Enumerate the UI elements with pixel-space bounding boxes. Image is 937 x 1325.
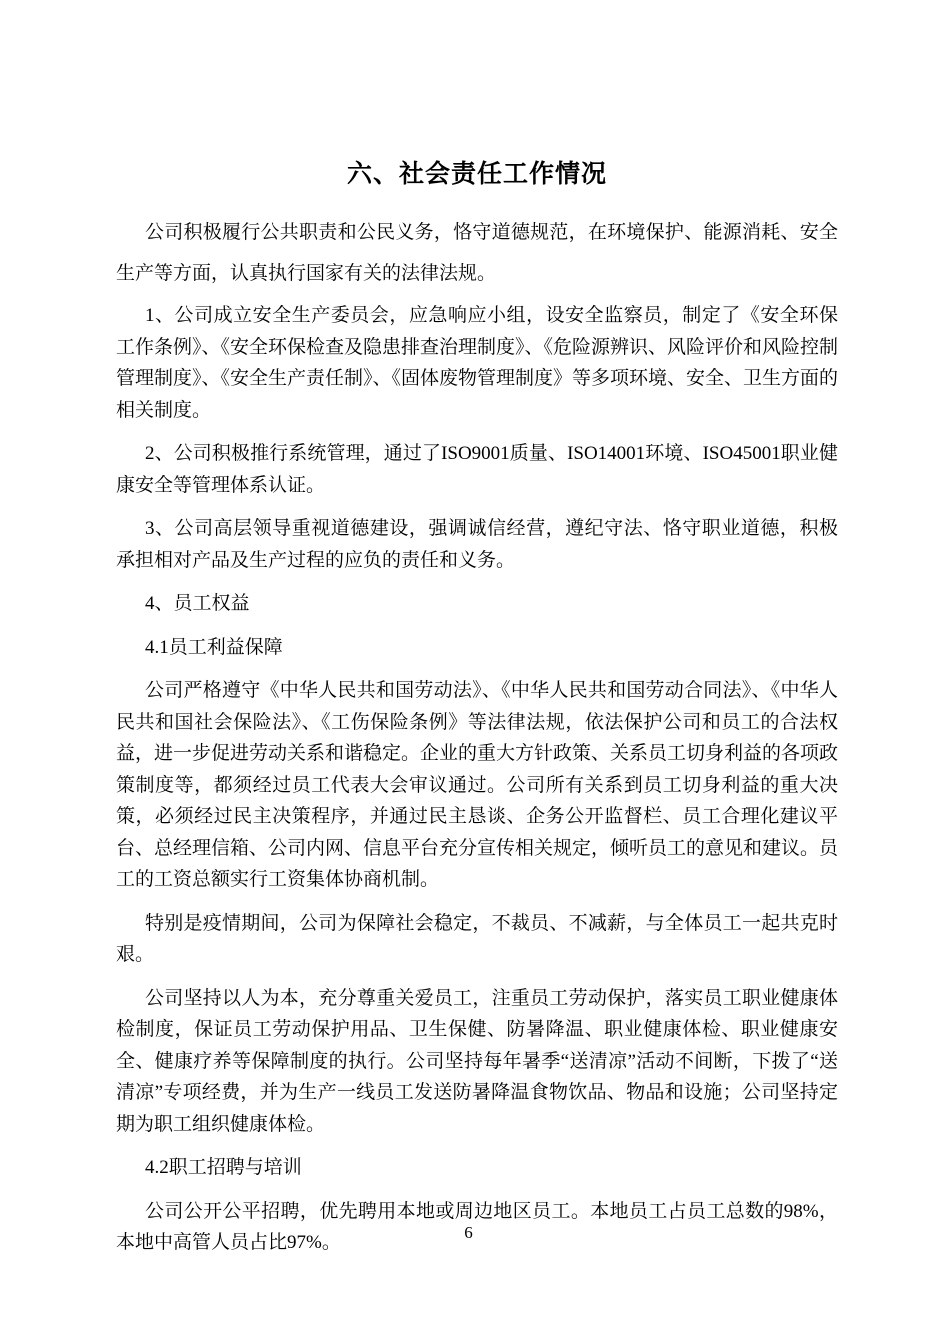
page-title: 六、社会责任工作情况 [346,160,607,188]
paragraph-item-2-iso-certifications: 2、公司积极推行系统管理，通过了ISO9001质量、ISO14001环境、ISO45001职业健康安全等管理体系认证。 [116,443,838,496]
paragraph-item-3-ethics: 3、公司高层领导重视道德建设，强调诚信经营，遵纪守法、恪守职业道德，积极承担相对产品及生产过程的应负的责任和义务。 [116,518,838,571]
page-number: 6 [464,1223,473,1242]
paragraph-local-hiring: 公司公开公平招聘，优先聘用本地或周边地区员工。本地员工占员工总数的98%，本地中高管人员占比97%。 [116,1200,838,1253]
paragraph-labor-law-compliance: 公司严格遵守《中华人民共和国劳动法》、《中华人民共和国劳动合同法》、《中华人民共和国社会保险法》、《工伤保险条例》等法律法规，依法保护公司和员工的合法权益，进一步促进劳动关系和谐稳定。企业的重大方针政策、关系员工切身利益的各项政策制度等，都须经过员工代表大会审议通过。公司所有关系到员工切身利益的重大决策，必须经过民主决策程序，并通过民主恳谈、企务公开监督栏、员工合理化建议平台、总经理信箱、公司内网、信息平台充分宣传相关规定，倾听员工的意见和建议。员工的工资总额实行工资集体协商机制。 [116,680,839,890]
section-heading-4-2-recruitment-training: 4.2职工招聘与培训 [145,1157,302,1178]
section-heading-4-employee-rights: 4、员工权益 [145,593,250,614]
paragraph-item-1-safety-committee: 1、公司成立安全生产委员会，应急响应小组，设安全监察员，制定了《安全环保工作条例》、《安全环保检查及隐患排查治理制度》、《危险源辨识、风险评价和风险控制管理制度》、《安全生产责任制》、《固体废物管理制度》等多项环境、安全、卫生方面的相关制度。 [116,305,839,421]
document-content [116,158,838,1271]
paragraph-intro: 公司积极履行公共职责和公民义务，恪守道德规范，在环境保护、能源消耗、安全生产等方面，认真执行国家有关的法律法规。 [116,222,838,284]
paragraph-employee-care: 公司坚持以人为本，充分尊重关爱员工，注重员工劳动保护，落实员工职业健康体检制度，保证员工劳动保护用品、卫生保健、防暑降温、职业健康体检、职业健康安全、健康疗养等保障制度的执行。公司坚持每年暑季“送清凉”活动不间断，下拨了“送清凉”专项经费，并为生产一线员工发送防暑降温食物饮品、物品和设施；公司坚持定期为职工组织健康体检。 [116,987,838,1135]
section-heading-4-1-employee-benefits: 4.1员工利益保障 [145,636,283,658]
paragraph-pandemic-no-layoffs: 特别是疫情期间，公司为保障社会稳定，不裁员、不减薪，与全体员工一起共克时艰。 [116,912,838,965]
